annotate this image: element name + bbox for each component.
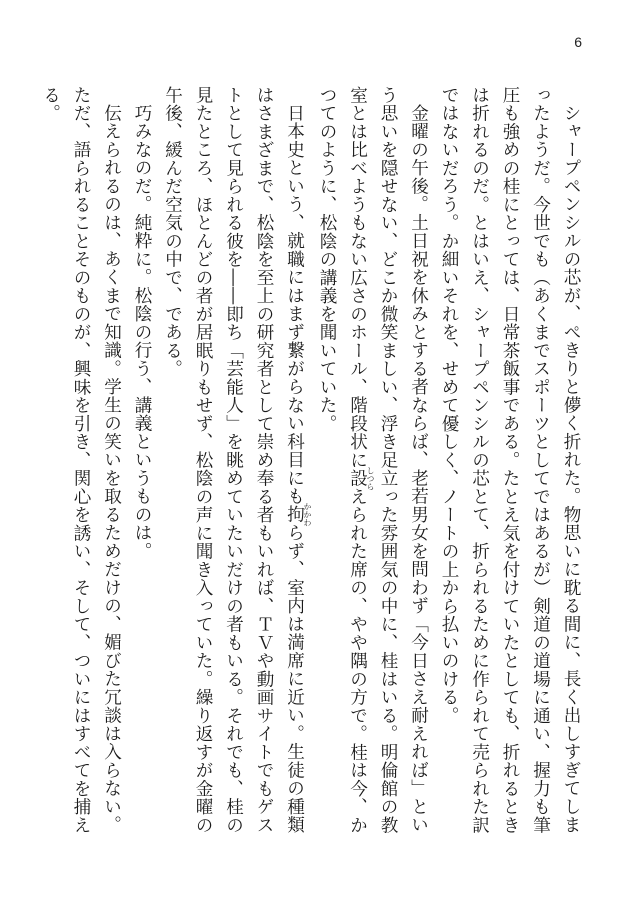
ruby-annotation — [347, 466, 375, 491]
paragraph — [35, 86, 127, 846]
ruby-reading: しつら — [366, 466, 375, 491]
ruby-annotation — [284, 502, 312, 527]
ruby-reading: かかわ — [303, 502, 312, 527]
text-segment: 伝えられるのは、あくまで知識。学生の笑いを取るためだけの、媚びた冗談は入らない。ただ、語られることそのものが、興味を引き、関心を誘い、そして、ついにはすべてを捕える。 — [40, 86, 122, 835]
paragraph — [434, 86, 587, 846]
page-number: 6 — [574, 34, 582, 50]
text-segment: 金曜の午後。土日祝を休みとする者ならば、老若男女を問わず「今日さえ耐えれば」という思いを隠せない、どこか微笑ましい、浮き足立った雰囲気の中に、桂はいる。明倫館の教室とは比べようもない広さのホール、階段状に — [347, 86, 429, 835]
ruby-base: 設 — [347, 466, 368, 491]
paragraph — [127, 86, 158, 846]
ruby-base: 拘 — [284, 502, 305, 527]
text-segment: らず、室内は満席に近い。生徒の種類はさまざまで、松陰を至上の研究者として崇め奉る者もいれば、ＴＶや動画サイトでもゲストとして見られる彼を――即ち「芸能人」を眺めていたいだけの者もいる。それでも、桂の見たところ、ほとんどの者が居眠りもせず、松陰の声に聞き入っていた。繰り返すが金曜の午後、緩んだ空気の中で、である。 — [162, 86, 305, 835]
text-segment: 巧みなのだ。純粋に。松陰の行う、講義というものは。 — [132, 103, 152, 560]
text-segment: シャープペンシルの芯が、ぺきりと儚く折れた。物思いに耽る間に、長く出しすぎてしまったようだ。今世でも（あくまでスポーツとしてではあるが）剣道の道場に通い、握力も筆圧も強めの桂にとっては、日常茶飯事である。たとえ気を付けていたとしても、折れるときは折れるのだ。とはいえ、シャープペンシルの芯とて、折られるために作られて売られた訳ではないだろう。か細いそれを、せめて優しく、ノートの上から払いのける。 — [439, 86, 581, 835]
paragraph — [312, 86, 434, 846]
text-segment: えられた席の、やや隅の方で。桂は今、かつてのように、松陰の講義を聞いていた。 — [317, 86, 368, 835]
paragraph — [157, 86, 312, 846]
text-segment: 日本史という、就職にはまず繋がらない科目にも — [284, 103, 305, 506]
body-text — [40, 86, 586, 846]
